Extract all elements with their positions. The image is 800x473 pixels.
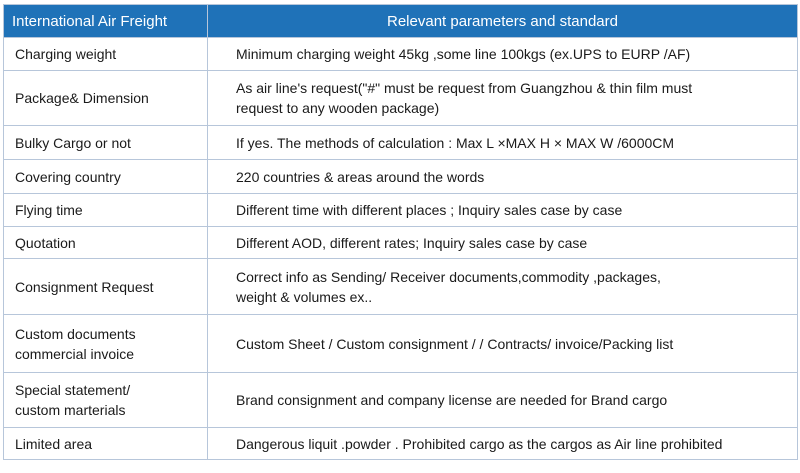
value-flying-time: Different time with different places ; Inquiry sales case by case bbox=[236, 202, 623, 218]
table-row bbox=[4, 38, 798, 71]
label-custom-documents: Custom documents commercial invoice bbox=[15, 325, 136, 362]
row-label bbox=[4, 227, 208, 259]
label-consignment-request: Consignment Request bbox=[15, 278, 154, 295]
value-consignment-request: Correct info as Sending/ Receiver documents,commodity ,packages, weight & volumes ex.. bbox=[236, 268, 661, 305]
value-bulky-cargo: If yes. The methods of calculation : Max L ×MAX H × MAX W /6000CM bbox=[236, 134, 675, 151]
label-charging-weight: Charging weight bbox=[15, 46, 117, 62]
label-covering-country: Covering country bbox=[15, 168, 121, 185]
label-flying-time: Flying time bbox=[15, 202, 83, 218]
label-special-statement: Special statement/ custom marterials bbox=[15, 382, 131, 418]
table-row bbox=[4, 160, 798, 194]
row-value bbox=[208, 315, 798, 373]
row-label bbox=[4, 315, 208, 373]
label-limited-area: Limited area bbox=[15, 435, 93, 452]
row-value bbox=[208, 160, 798, 194]
table-row bbox=[4, 71, 798, 126]
row-value bbox=[208, 38, 798, 71]
header-international-air-freight: International Air Freight bbox=[4, 5, 208, 38]
label-bulky-cargo: Bulky Cargo or not bbox=[15, 134, 131, 151]
value-package-dimension: As air line's request("#" must be request from Guangzhou & thin film must request to any wooden package) bbox=[236, 80, 693, 116]
row-label bbox=[4, 194, 208, 227]
row-value bbox=[208, 259, 798, 315]
value-charging-weight: Minimum charging weight 45kg ,some line 100kgs (ex.UPS to EURP /AF) bbox=[236, 46, 691, 62]
row-label bbox=[4, 428, 208, 460]
value-custom-documents: Custom Sheet / Custom consignment / / Contracts/ invoice/Packing list bbox=[236, 335, 674, 352]
value-covering-country: 220 countries & areas around the words bbox=[236, 168, 485, 185]
row-label bbox=[4, 126, 208, 160]
row-label bbox=[4, 38, 208, 71]
row-value bbox=[208, 428, 798, 460]
row-value bbox=[208, 194, 798, 227]
row-label bbox=[4, 71, 208, 126]
header-relevant-parameters: Relevant parameters and standard bbox=[208, 5, 798, 38]
row-value bbox=[208, 373, 798, 428]
table-header-row bbox=[4, 5, 798, 38]
row-value bbox=[208, 126, 798, 160]
value-quotation: Different AOD, different rates; Inquiry sales case by case bbox=[236, 234, 588, 251]
table-row bbox=[4, 194, 798, 227]
label-package-dimension: Package& Dimension bbox=[15, 90, 149, 106]
table-row bbox=[4, 373, 798, 428]
table-row bbox=[4, 227, 798, 259]
value-limited-area: Dangerous liquit .powder . Prohibited cargo as the cargos as Air line prohibited bbox=[236, 435, 723, 452]
row-label bbox=[4, 160, 208, 194]
table-row bbox=[4, 428, 798, 460]
row-value bbox=[208, 71, 798, 126]
label-quotation: Quotation bbox=[15, 234, 76, 251]
table-row bbox=[4, 315, 798, 373]
table-row bbox=[4, 126, 798, 160]
air-freight-table bbox=[3, 4, 798, 460]
row-label bbox=[4, 373, 208, 428]
row-value bbox=[208, 227, 798, 259]
table-row bbox=[4, 259, 798, 315]
value-special-statement: Brand consignment and company license are needed for Brand cargo bbox=[236, 392, 668, 408]
row-label bbox=[4, 259, 208, 315]
